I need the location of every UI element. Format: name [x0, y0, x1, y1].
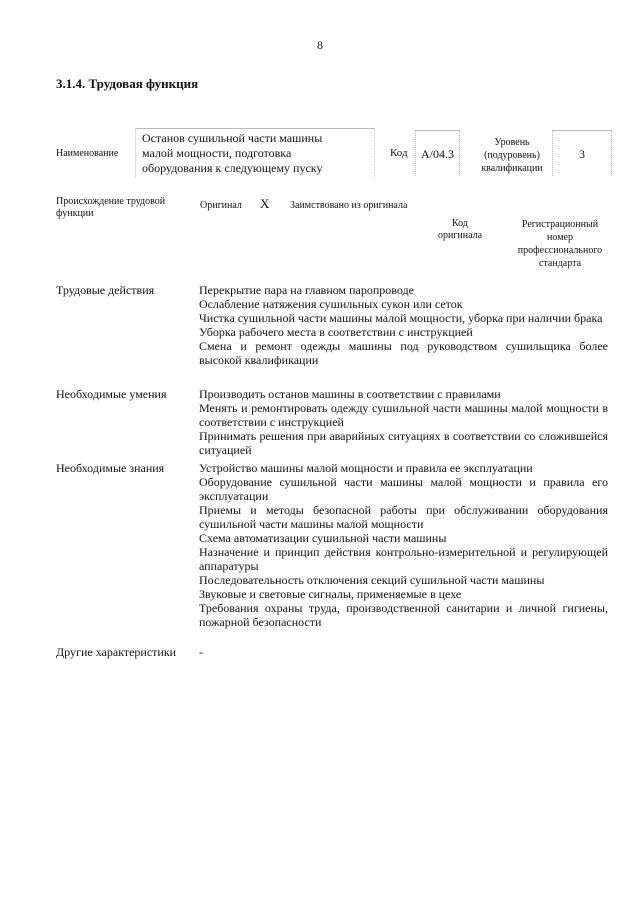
- list-item: Принимать решения при аварийных ситуациях в соответствии со сложившейся ситуацией: [199, 429, 608, 457]
- list-item: Требования охраны труда, производственной санитарии и личной гигиены, пожарной безопасности: [199, 601, 608, 629]
- level-label-line: (подуровень): [484, 150, 540, 161]
- list-item: Назначение и принцип действия контрольно-измерительной и регулирующей аппаратуры: [199, 545, 608, 573]
- page-number: 8: [317, 38, 323, 52]
- list-item: Оборудование сушильной части машины малой мощности и правила его эксплуатации: [199, 475, 608, 503]
- row-label-knowledge: Необходимые знания: [56, 461, 165, 475]
- level-label-line: Уровень: [494, 137, 530, 148]
- code-value: А/04.3: [415, 130, 460, 176]
- function-name-line: малой мощности, подготовка: [142, 146, 292, 160]
- function-name-line: оборудования к следующему пуску: [142, 161, 323, 175]
- code-label: Код: [390, 147, 408, 159]
- reg-number-line: стандарта: [538, 258, 582, 269]
- function-name-line: Останов сушильной части машины: [142, 131, 323, 145]
- list-item: Устройство машины малой мощности и правила ее эксплуатации: [199, 461, 533, 475]
- other-characteristics-value: -: [199, 645, 203, 659]
- list-item: Чистка сушильной части машины малой мощности, уборка при наличии брака: [199, 311, 603, 325]
- section-title: 3.1.4. Трудовая функция: [56, 76, 199, 91]
- list-item: Ослабление натяжения сушильных сукон или сеток: [199, 297, 463, 311]
- list-item: Звуковые и световые сигналы, применяемые в цехе: [199, 587, 462, 601]
- list-item: Смена и ремонт одежды машины под руководством сушильщика более высокой квалификации: [199, 339, 608, 367]
- reg-number-line: Регистрационный: [521, 219, 599, 230]
- knowledge-list: [199, 461, 608, 629]
- reg-number-line: профессионального: [517, 245, 603, 256]
- origin-label: Происхождение трудовой функции: [56, 196, 166, 219]
- list-item: Уборка рабочего места в соответствии с инструкцией: [199, 325, 473, 339]
- original-label: Оригинал: [200, 200, 242, 211]
- level-label: [474, 136, 550, 175]
- borrowed-label: Заимствовано из оригинала: [290, 200, 408, 211]
- row-label-skills: Необходимые умения: [56, 387, 167, 401]
- labor-actions-list: [199, 283, 608, 367]
- list-item: Схема автоматизации сушильной части машины: [199, 531, 447, 545]
- list-item: Перекрытие пара на главном паропроводе: [199, 283, 414, 297]
- level-label-line: квалификации: [481, 163, 543, 174]
- code-original-line: оригинала: [437, 230, 483, 241]
- level-value: 3: [552, 130, 612, 176]
- list-item: Менять и ремонтировать одежду сушильной части машины малой мощности в соответствии с инструкцией: [199, 401, 608, 429]
- list-item: Приемы и методы безопасной работы при обслуживании оборудования сушильной части машины малой мощности: [199, 503, 608, 531]
- reg-number-line: номер: [547, 232, 573, 243]
- row-label-other: Другие характеристики: [56, 645, 177, 659]
- row-label-labor-actions: Трудовые действия: [56, 283, 155, 297]
- reg-number-label: [510, 218, 610, 270]
- function-name-box: [135, 128, 375, 178]
- list-item: Производить останов машины в соответствии с правилами: [199, 387, 501, 401]
- list-item: Последовательность отключения секций сушильной части машины: [199, 573, 545, 587]
- name-label: Наименование: [56, 148, 119, 159]
- original-mark: X: [260, 196, 270, 211]
- code-original-line: Код: [452, 218, 468, 229]
- skills-list: [199, 387, 608, 457]
- code-original-label: [430, 218, 490, 242]
